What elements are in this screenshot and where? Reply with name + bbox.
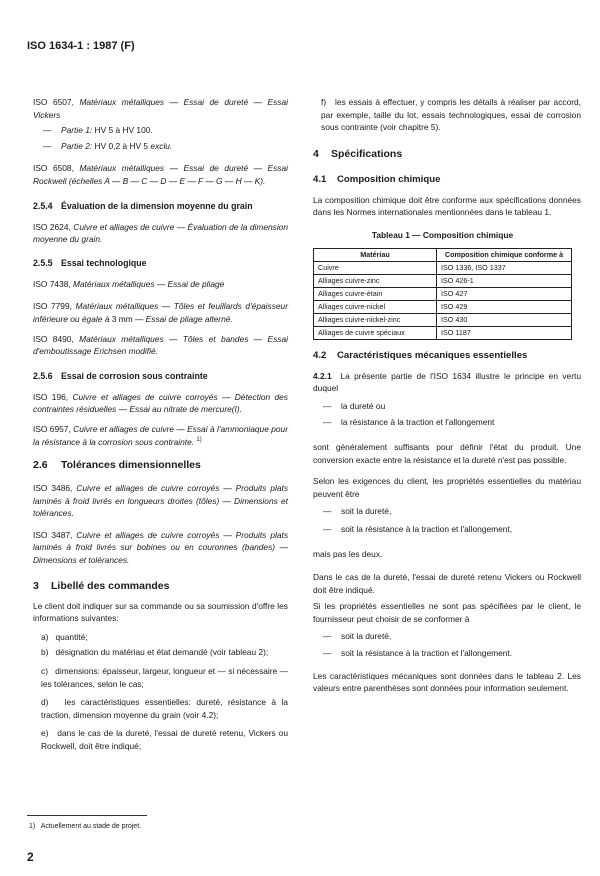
heading-title: Tolérances dimensionnelles — [61, 459, 201, 472]
dash: — — [323, 400, 332, 411]
ref-code: ISO 7799, — [33, 301, 72, 312]
list-item — [313, 96, 581, 134]
ref-code: ISO 3487, — [33, 529, 73, 540]
footnote-divider — [27, 815, 147, 816]
heading-2-5-5 — [33, 257, 288, 270]
paragraph: sont généralement suffisants pour définir l'état du produit. Une conversion exacte entre la résistance et la dureté n'est pas possible. — [313, 441, 581, 465]
page-number: 2 — [27, 850, 34, 864]
ref-iso3486 — [33, 482, 288, 520]
list-item — [313, 416, 581, 429]
heading-number: 2.5.5 — [33, 257, 53, 268]
paragraph: Si les propriétés essentielles ne sont pas spécifiées par le client, le fournisseur peut choisir de se conformer à — [313, 601, 581, 624]
heading-title: Évaluation de la dimension moyenne du grain — [61, 200, 253, 211]
heading-number: 4 — [313, 147, 319, 160]
item-key: f) — [321, 97, 327, 107]
list-item — [33, 665, 288, 690]
ref-title: Matériaux métalliques — Essai de pliage — [73, 278, 225, 289]
ref-title-tail: — Essai de pliage alterné. — [134, 313, 233, 324]
item-text: les caractéristiques essentielles: dureté, résistance à la traction, dimension moyenne du grain (voir 4.2); — [41, 697, 289, 720]
list-item — [313, 523, 581, 536]
heading-number: 2.6 — [33, 459, 48, 472]
right-column — [313, 96, 581, 695]
ref-title: Cuivre et alliages de cuivre corroyés — Produits plats laminés à froid livrés en longueurs droites (tôles) — Dimensions et tolérances. — [33, 483, 289, 519]
paragraph: mais pas les deux. — [313, 548, 383, 559]
part-text: HV 5 à HV 100. — [94, 125, 153, 136]
list-item — [33, 631, 288, 644]
item-text: la résistance à la traction et l'allongement — [341, 417, 495, 428]
footnote-ref[interactable]: 1) — [196, 436, 202, 443]
item-text: soit la résistance à la traction et l'allongement, — [341, 523, 513, 534]
cell-standard: ISO 1187 — [437, 326, 572, 339]
paragraph: Les caractéristiques mécaniques sont données dans le tableau 2. Les valeurs entre parenthèses sont données pour information seulement. — [313, 670, 581, 694]
heading-4-1 — [313, 173, 581, 186]
ref-iso8490 — [33, 333, 288, 358]
cell-standard: ISO 427 — [437, 287, 572, 300]
cell-standard: ISO 426-1 — [437, 274, 572, 287]
list-item — [33, 140, 288, 153]
item-text: désignation du matériau et état demandé (voir tableau 2); — [55, 647, 269, 658]
paragraph: Selon les exigences du client, les propriétés essentielles du matériau peuvent être — [313, 476, 581, 499]
list-item — [313, 505, 581, 518]
heading-2-5-6 — [33, 370, 288, 383]
ref-iso7438 — [33, 278, 288, 291]
heading-title: Essai de corrosion sous contrainte — [61, 370, 208, 381]
composition-table — [313, 248, 572, 340]
ref-code: ISO 6508, — [33, 163, 74, 174]
heading-number: 3 — [33, 579, 39, 592]
part-suffix: exclu. — [150, 140, 173, 151]
heading-2-6 — [33, 458, 288, 472]
dash: — — [43, 125, 52, 136]
list-item — [313, 400, 581, 413]
ref-code: ISO 196, — [33, 391, 69, 402]
heading-title: Libellé des commandes — [51, 579, 170, 592]
heading-title: Spécifications — [331, 147, 403, 160]
table-caption: Tableau 1 — Composition chimique — [371, 229, 514, 240]
dash: — — [323, 648, 332, 659]
heading-number: 4.1 — [313, 173, 327, 185]
item-text: soit la dureté, — [341, 506, 392, 517]
ref-code: ISO 6507, — [33, 97, 74, 107]
table-row — [314, 287, 572, 300]
ref-title: Matériaux métalliques — Essai de dureté — Essai Vickers — [33, 97, 289, 120]
footnote-text: Actuellement au stade de projet. — [40, 823, 142, 830]
ref-code: ISO 3486, — [33, 483, 73, 494]
heading-3 — [33, 579, 288, 593]
ref-title: Cuivre et alliages de cuivre corroyés — Détection des contraintes résiduelles — Essai au nitrate de mercure(I). — [33, 391, 288, 415]
list-item — [33, 646, 288, 659]
heading-title: Composition chimique — [337, 173, 441, 185]
paragraph: La composition chimique doit être conforme aux spécifications données dans les Normes internationales mentionnées dans le tableau 1. — [313, 194, 581, 218]
page-header: ISO 1634-1 : 1987 (F) — [27, 40, 135, 52]
column-header: Matériau — [314, 248, 437, 261]
cell-material: Cuivre — [314, 261, 437, 274]
footnote-mark: 1) — [29, 823, 36, 830]
ref-iso196 — [33, 391, 288, 416]
heading-4-2 — [313, 349, 581, 362]
heading-title: Essai technologique — [61, 257, 147, 268]
cell-standard: ISO 429 — [437, 300, 572, 313]
ref-iso7799 — [33, 300, 288, 325]
ref-code: ISO 6957, — [33, 423, 71, 434]
paragraph-4-2-1 — [313, 370, 581, 395]
ref-code: ISO 7438, — [33, 278, 71, 289]
table-row — [314, 313, 572, 326]
ref-iso3487 — [33, 529, 288, 567]
paragraph: Le client doit indiquer sur sa commande ou sa soumission d'offre les informations suivantes: — [33, 600, 288, 624]
dash: — — [323, 523, 332, 534]
cell-standard: ISO 430 — [437, 313, 572, 326]
clause-number: 4.2.1 — [313, 370, 332, 381]
list-item — [33, 696, 288, 721]
list-item — [313, 647, 581, 660]
list-item — [33, 727, 288, 752]
cell-standard: ISO 1336, ISO 1337 — [437, 261, 572, 274]
cell-material: Alliages cuivre-zinc — [314, 274, 437, 287]
table-row — [314, 274, 572, 287]
dash: — — [43, 140, 52, 151]
table-row — [314, 326, 572, 339]
table-row — [314, 261, 572, 274]
cell-material: Alliages cuivre-étain — [314, 287, 437, 300]
dash: — — [323, 506, 332, 517]
heading-number: 2.5.6 — [33, 370, 53, 381]
part-text: HV 0,2 à HV 5 — [94, 140, 149, 151]
cell-material: Alliages de cuivre spéciaux — [314, 326, 437, 339]
item-text: soit la dureté, — [341, 631, 392, 642]
heading-4 — [313, 147, 581, 161]
heading-title: Caractéristiques mécaniques essentielles — [337, 349, 528, 361]
item-key: a) — [41, 631, 49, 642]
item-key: e) — [41, 728, 49, 739]
dash: — — [323, 631, 332, 642]
cell-material: Alliages cuivre-nickel-zinc — [314, 313, 437, 326]
clause-text: La présente partie de l'ISO 1634 illustre le principe en vertu duquel — [313, 370, 581, 394]
paragraph: Dans le cas de la dureté, l'essai de dureté retenu Vickers ou Rockwell doit être indiqué. — [313, 572, 581, 595]
table-header-row — [314, 248, 572, 261]
footnote — [29, 821, 141, 834]
item-text: les essais à effectuer, y compris les détails à réaliser par accord, par exemple, taille du lot, essais technologiques, essai de corrosion sous contrainte (voir chapitre 5). — [321, 97, 582, 133]
item-text: la dureté ou — [341, 400, 386, 411]
cell-material: Alliages cuivre-nickel — [314, 300, 437, 313]
part-label: Partie 2: — [61, 140, 93, 151]
heading-number: 4.2 — [313, 349, 327, 361]
ref-code: ISO 2624, — [33, 221, 71, 232]
ref-title: Matériaux métalliques — Essai de dureté — Essai Rockwell (échelles A — B — C — D — E — F — G — H — K). — [33, 163, 289, 186]
dash: — — [323, 417, 332, 428]
ref-thickness: 3 mm — [111, 313, 133, 324]
item-key: b) — [41, 647, 49, 658]
ref-iso6507 — [33, 96, 288, 121]
ref-title: Matériaux métalliques — Tôles et feuillards d'épaisseur inférieure ou égale à — [33, 301, 288, 324]
ref-title: Cuivre et alliages de cuivre — Évaluation de la dimension moyenne du grain. — [33, 221, 288, 245]
ref-code: ISO 8490, — [33, 333, 74, 344]
item-key: c) — [41, 666, 48, 677]
ref-title: Cuivre et alliages de cuivre corroyés — Produits plats laminés à froid livrés sur bobines ou en couronnes (bandes) — Dimensions et tolérances. — [33, 529, 289, 566]
ref-title: Matériaux métalliques — Tôles et bandes — Essai d'emboutissage Erichsen modifié. — [33, 333, 289, 357]
item-text: dans le cas de la dureté, l'essai de dureté retenu, Vickers ou Rockwell, doit être indiqué; — [41, 728, 289, 751]
heading-2-5-4 — [33, 200, 288, 213]
ref-iso2624 — [33, 221, 288, 246]
ref-title: Cuivre et alliages de cuivre — Essai à l'ammoniaque pour la résistance à la corrosion sous contrainte. — [33, 423, 289, 447]
item-text: dimensions: épaisseur, largeur, longueur et — si nécessaire — les tolérances, selon le cas; — [41, 666, 289, 689]
left-column — [33, 96, 288, 753]
item-text: soit la résistance à la traction et l'allongement. — [341, 648, 513, 659]
heading-number: 2.5.4 — [33, 200, 53, 211]
item-text: quantité; — [55, 631, 88, 642]
ref-iso6957 — [33, 423, 288, 448]
table-row — [314, 300, 572, 313]
item-key: d) — [41, 697, 49, 708]
part-label: Partie 1: — [61, 125, 93, 136]
ref-iso6508 — [33, 162, 288, 187]
column-header: Composition chimique conforme à — [437, 248, 572, 261]
list-item — [313, 630, 581, 643]
list-item — [33, 124, 288, 137]
